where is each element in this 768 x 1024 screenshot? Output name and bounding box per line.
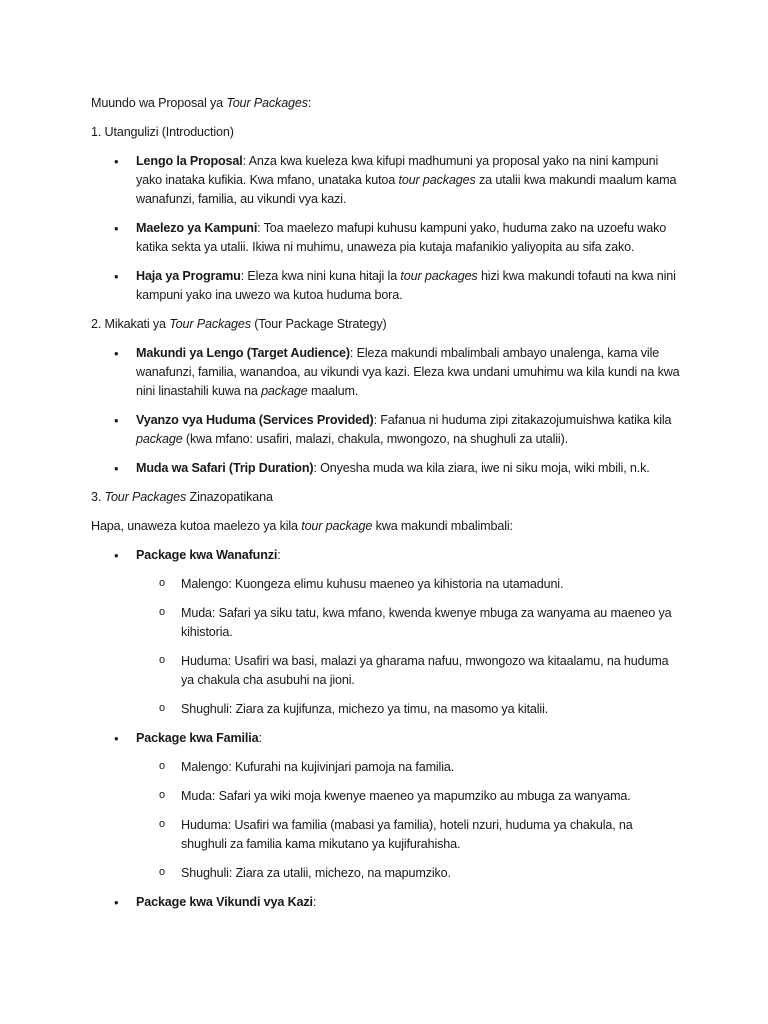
bullet-italic: tour packages bbox=[398, 173, 476, 187]
section-1-heading: 1. Utangulizi (Introduction) bbox=[91, 125, 234, 139]
package-details bbox=[136, 575, 681, 719]
package-term: Package kwa Wanafunzi bbox=[136, 548, 278, 562]
list-item bbox=[91, 152, 681, 209]
title-italic: Tour Packages bbox=[226, 96, 308, 110]
document-title bbox=[91, 94, 681, 113]
section-1-list bbox=[91, 152, 681, 305]
bullet-text: : Eleza kwa nini kuna hitaji la bbox=[240, 269, 401, 283]
sub-item: o Malengo: Kuongeza elimu kuhusu maeneo ya kihistoria na utamaduni. bbox=[136, 575, 681, 594]
heading-suffix: (Tour Package Strategy) bbox=[250, 317, 387, 331]
bullet-text: : Fafanua ni huduma zipi zitakazojumuishwa katika kila bbox=[373, 413, 672, 427]
heading-italic: Tour Packages bbox=[169, 317, 251, 331]
list-item bbox=[91, 219, 681, 257]
sub-item: o Huduma: Usafiri wa basi, malazi ya gharama nafuu, mwongozo wa kitaalamu, na huduma ya chakula cha asubuhi na jioni. bbox=[136, 652, 681, 690]
package-details bbox=[136, 758, 681, 883]
heading-prefix: 3. bbox=[91, 490, 105, 504]
sub-item: o Huduma: Usafiri wa familia (mabasi ya familia), hoteli nzuri, huduma ya chakula, na shughuli za familia kama mikutano ya kujifurahisha. bbox=[136, 816, 681, 854]
list-item bbox=[91, 411, 681, 449]
package-item bbox=[91, 546, 681, 719]
bullet-text: : Toa maelezo mafupi kuhusu kampuni yako, huduma zako na uzoefu wako katika sekta ya utalii. Ikiwa ni muhimu, unaweza pia kutaja mafanikio yaliyopita au sifa zako. bbox=[136, 221, 667, 254]
bullet-text: : Eleza makundi mbalimbali ambayo unalenga, kama vile wanafunzi, familia, wanandoa, au vikundi vya kazi. Eleza kwa undani umuhimu wa kila kundi na kwa nini linastahili kuwa na bbox=[136, 346, 680, 398]
bullet-term: Haja ya Programu bbox=[136, 269, 241, 283]
bullet-text: hizi kwa makundi tofauti na kwa nini kampuni yako ina uwezo wa kutoa huduma bora. bbox=[136, 269, 676, 302]
package-term: Package kwa Vikundi vya Kazi bbox=[136, 895, 313, 909]
heading-suffix: Zinazopatikana bbox=[186, 490, 273, 504]
sub-item: o Muda: Safari ya wiki moja kwenye maeneo ya mapumziko au mbuga za wanyama. bbox=[136, 787, 681, 806]
section-2-heading bbox=[91, 315, 681, 334]
package-item bbox=[91, 893, 681, 912]
intro-prefix: Hapa, unaweza kutoa maelezo ya kila bbox=[91, 519, 302, 533]
list-item bbox=[91, 459, 681, 478]
section-3-packages bbox=[91, 546, 681, 912]
section-3-intro bbox=[91, 517, 681, 536]
list-item bbox=[91, 267, 681, 305]
intro-italic: tour package bbox=[301, 519, 373, 533]
package-item bbox=[91, 729, 681, 883]
section-2-list bbox=[91, 344, 681, 478]
intro-suffix: kwa makundi mbalimbali: bbox=[372, 519, 513, 533]
list-item bbox=[91, 344, 681, 401]
sub-item: o Muda: Safari ya siku tatu, kwa mfano, kwenda kwenye mbuga za wanyama au maeneo ya kihistoria. bbox=[136, 604, 681, 642]
sub-item: o Malengo: Kufurahi na kujivinjari pamoja na familia. bbox=[136, 758, 681, 777]
document-body bbox=[91, 94, 681, 922]
bullet-term: Lengo la Proposal bbox=[136, 154, 243, 168]
bullet-term: Maelezo ya Kampuni bbox=[136, 221, 258, 235]
package-term: Package kwa Familia bbox=[136, 731, 259, 745]
section-3-heading bbox=[91, 488, 681, 507]
title-prefix: Muundo wa Proposal ya bbox=[91, 96, 227, 110]
bullet-text: : Onyesha muda wa kila ziara, iwe ni siku moja, wiki mbili, n.k. bbox=[313, 461, 650, 475]
bullet-italic: tour packages bbox=[400, 269, 478, 283]
sub-item: o Shughuli: Ziara za kujifunza, michezo ya timu, na masomo ya kitalii. bbox=[136, 700, 681, 719]
package-colon: : bbox=[258, 731, 262, 745]
sub-item: o Shughuli: Ziara za utalii, michezo, na mapumziko. bbox=[136, 864, 681, 883]
bullet-text: : Anza kwa kueleza kwa kifupi madhumuni ya proposal yako na nini kampuni yako inataka kufikia. Kwa mfano, unataka kutoa bbox=[136, 154, 659, 187]
package-colon: : bbox=[312, 895, 317, 909]
bullet-text: za utalii kwa makundi maalum kama wanafunzi, familia, au vikundi vya kazi. bbox=[136, 173, 677, 206]
package-colon: : bbox=[277, 548, 281, 562]
heading-italic: Tour Packages bbox=[104, 490, 187, 504]
bullet-term: Makundi ya Lengo (Target Audience) bbox=[136, 346, 350, 360]
title-suffix: : bbox=[307, 96, 312, 110]
bullet-italic: package bbox=[136, 432, 183, 446]
heading-prefix: 2. Mikakati ya bbox=[91, 317, 170, 331]
bullet-term: Muda wa Safari (Trip Duration) bbox=[136, 461, 314, 475]
bullet-term: Vyanzo vya Huduma (Services Provided) bbox=[136, 413, 374, 427]
bullet-text: maalum. bbox=[307, 384, 359, 398]
bullet-italic: package bbox=[261, 384, 308, 398]
bullet-text: (kwa mfano: usafiri, malazi, chakula, mwongozo, na shughuli za utalii). bbox=[182, 432, 568, 446]
